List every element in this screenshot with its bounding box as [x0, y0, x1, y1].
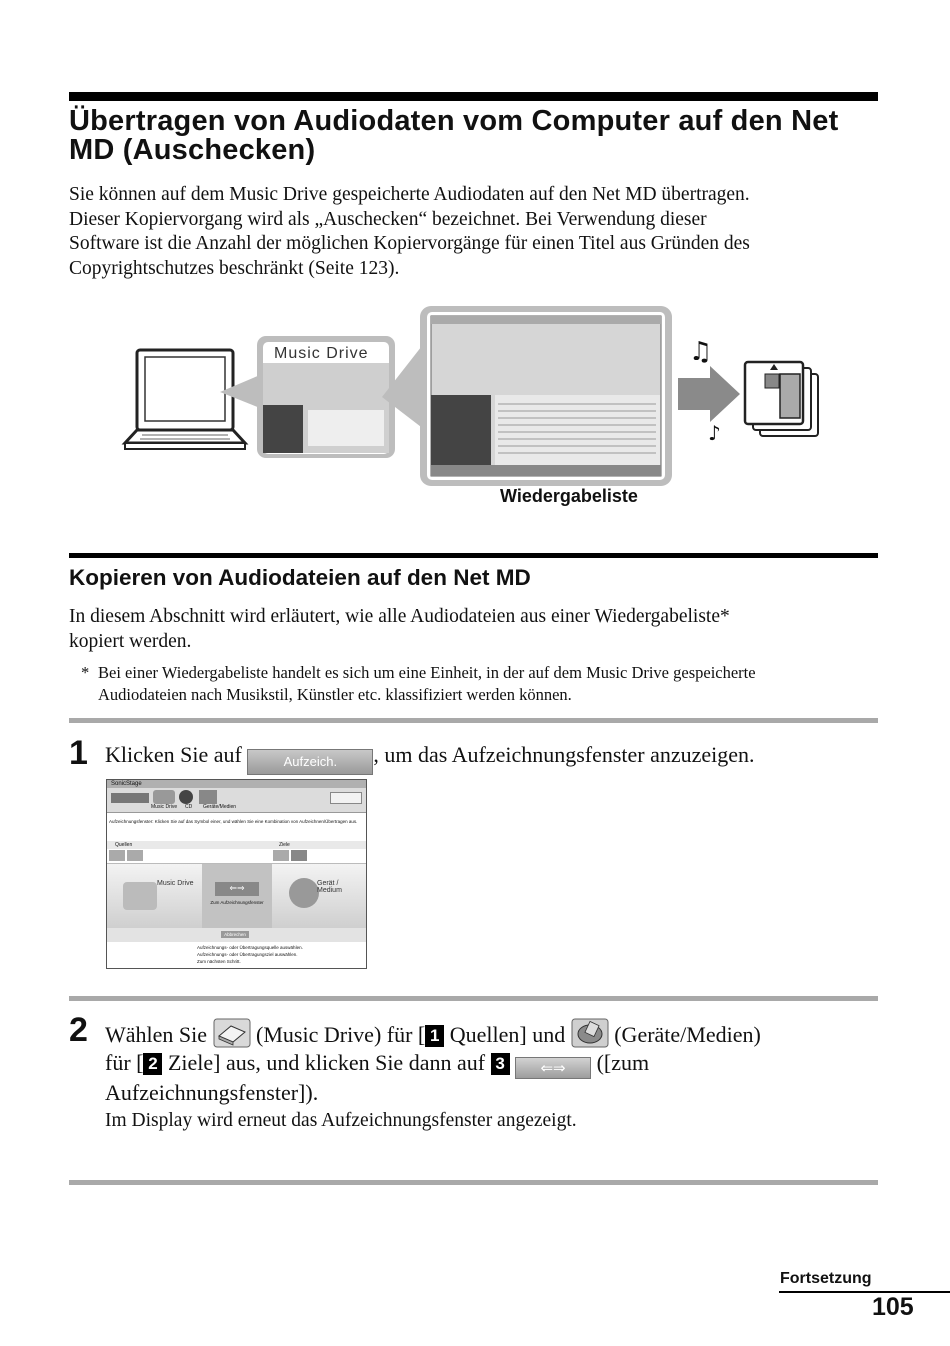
dest-device-icon[interactable]	[291, 850, 307, 861]
dest-music-drive-icon[interactable]	[273, 850, 289, 861]
step-1-text-before: Klicken Sie auf	[105, 742, 242, 767]
step-rule	[69, 718, 878, 723]
step-2-text-part: ([zum	[596, 1050, 650, 1075]
step-rule	[69, 996, 878, 1001]
app-titlebar: SonicStage	[107, 780, 366, 788]
status-bar	[107, 968, 366, 969]
continued-label: Fortsetzung	[780, 1270, 872, 1287]
step-number: 2	[69, 1011, 88, 1049]
mode-button[interactable]	[111, 793, 149, 803]
dest-label: Ziele	[279, 842, 290, 848]
center-panel	[202, 864, 272, 928]
center-label: Zum Aufzeichnungsfenster	[210, 900, 264, 905]
footnote-marker: *	[81, 663, 90, 682]
step-2-text-part: (Music Drive) für [	[256, 1022, 426, 1047]
footnote	[81, 662, 881, 706]
app-header	[107, 788, 366, 813]
right-panel-label: Gerät / Medium	[317, 880, 342, 894]
source-music-drive-icon[interactable]	[109, 850, 125, 861]
footnote-line: Audiodateien nach Musikstil, Künstler etc. klassifiziert werden können.	[98, 685, 572, 704]
footnote-line: Bei einer Wiedergabeliste handelt es sich um eine Einheit, in der auf dem Music Drive gespeicherte	[98, 663, 756, 682]
step-2-line	[105, 1049, 895, 1079]
cancel-row	[107, 928, 366, 942]
cd-icon[interactable]	[179, 790, 193, 804]
hint-list	[107, 942, 366, 968]
intro-paragraph	[69, 183, 889, 281]
icon-strip	[107, 849, 366, 864]
header-label: Music Drive	[151, 804, 178, 810]
subsection-intro-line: kopiert werden.	[69, 630, 192, 652]
device-large-icon[interactable]	[289, 878, 319, 908]
step-2-text-part: für [	[105, 1050, 144, 1075]
hint-line: Aufzeichnungs- oder Übertragungsquelle auswählen.	[197, 945, 303, 950]
source-cd-icon[interactable]	[127, 850, 143, 861]
subsection-intro	[69, 605, 889, 654]
music-note-icon: ♫	[689, 337, 713, 367]
step-2-result: Im Display wird erneut das Aufzeichnungsfenster angezeigt.	[105, 1110, 577, 1131]
intro-line: Software ist die Anzahl der möglichen Kopiervorgänge für einen Titel aus Gründen des	[69, 233, 750, 254]
step-2-text-part: Ziele] aus, und klicken Sie dann auf	[167, 1050, 486, 1075]
playlist-caption: Wiedergabeliste	[500, 486, 638, 506]
aufzeich-button-label: Aufzeich.	[283, 754, 338, 769]
cancel-button[interactable]: Abbrechen	[221, 931, 249, 938]
header-controls[interactable]	[330, 792, 362, 804]
source-label: Quellen	[115, 842, 133, 848]
subsection-title: Kopieren von Audiodateien auf den Net MD	[69, 565, 531, 590]
aufzeich-button[interactable]	[247, 749, 373, 775]
number-badge-1: 1	[425, 1025, 444, 1047]
header-label: Geräte/Medien	[203, 804, 237, 810]
source-dest-labels	[107, 841, 366, 849]
page-title: Übertragen von Audiodaten vom Computer auf den Net MD (Auschecken)	[69, 105, 839, 166]
step-number: 1	[69, 734, 88, 772]
header-label: CD	[185, 804, 193, 810]
step-2-text-part: Wählen Sie	[105, 1022, 208, 1047]
device-media-icon[interactable]	[571, 1018, 609, 1048]
device-icon[interactable]	[199, 790, 217, 804]
step-1-text	[105, 741, 755, 775]
netmd-device-icon	[745, 362, 818, 436]
selection-panel	[107, 864, 366, 928]
recording-window-screenshot	[106, 779, 367, 969]
intro-line: Copyrightschutzes beschränkt (Seite 123).	[69, 257, 400, 279]
step-2-text-part: Quellen] und	[449, 1022, 566, 1047]
music-drive-icon[interactable]	[153, 790, 175, 804]
to-recording-window-button[interactable]: ⇐⇒	[215, 882, 259, 896]
music-drive-label: Music Drive	[274, 345, 369, 362]
step-2-line	[105, 1018, 895, 1049]
step-1-text-after: , um das Aufzeichnungsfenster anzuzeigen.	[373, 742, 755, 767]
top-rule	[69, 92, 878, 101]
intro-line: Sie können auf dem Music Drive gespeicherte Audiodaten auf den Net MD übertragen.	[69, 184, 750, 205]
hint-line: Zum nächsten Schritt.	[197, 959, 241, 964]
laptop-icon	[125, 350, 245, 449]
step-2-text-part: (Geräte/Medien)	[614, 1022, 761, 1047]
intro-line: Dieser Kopiervorgang wird als „Auschecken“ bezeichnet. Bei Verwendung dieser	[69, 208, 707, 230]
music-drive-icon[interactable]	[213, 1018, 251, 1048]
left-panel-label: Music Drive	[157, 880, 194, 887]
section-rule	[69, 553, 878, 558]
bottom-rule	[69, 1180, 878, 1185]
hint-line: Aufzeichnungs- oder Übertragungsziel auswählen.	[197, 952, 298, 957]
number-badge-2: 2	[143, 1053, 162, 1075]
music-note-icon: ♪	[708, 421, 721, 445]
subsection-intro-line: In diesem Abschnitt wird erläutert, wie alle Audiodateien aus einer Wiedergabeliste*	[69, 606, 730, 627]
arrow-right-icon	[678, 366, 740, 422]
to-recording-window-button[interactable]: ⇐⇒	[515, 1057, 591, 1079]
footer-rule	[779, 1291, 950, 1293]
number-badge-3: 3	[491, 1053, 510, 1075]
page-number: 105	[872, 1293, 914, 1321]
step-2-text	[105, 1018, 895, 1134]
music-drive-large-icon[interactable]	[123, 882, 157, 910]
transfer-illustration	[120, 300, 830, 490]
recording-instruction: Aufzeichnungsfenster: Klicken Sie auf das Symbol einer, und wählen Sie eine Kombination von Aufzeichnen/Übertragen aus.	[107, 813, 366, 841]
step-2-line: Aufzeichnungsfenster]).	[105, 1080, 319, 1105]
